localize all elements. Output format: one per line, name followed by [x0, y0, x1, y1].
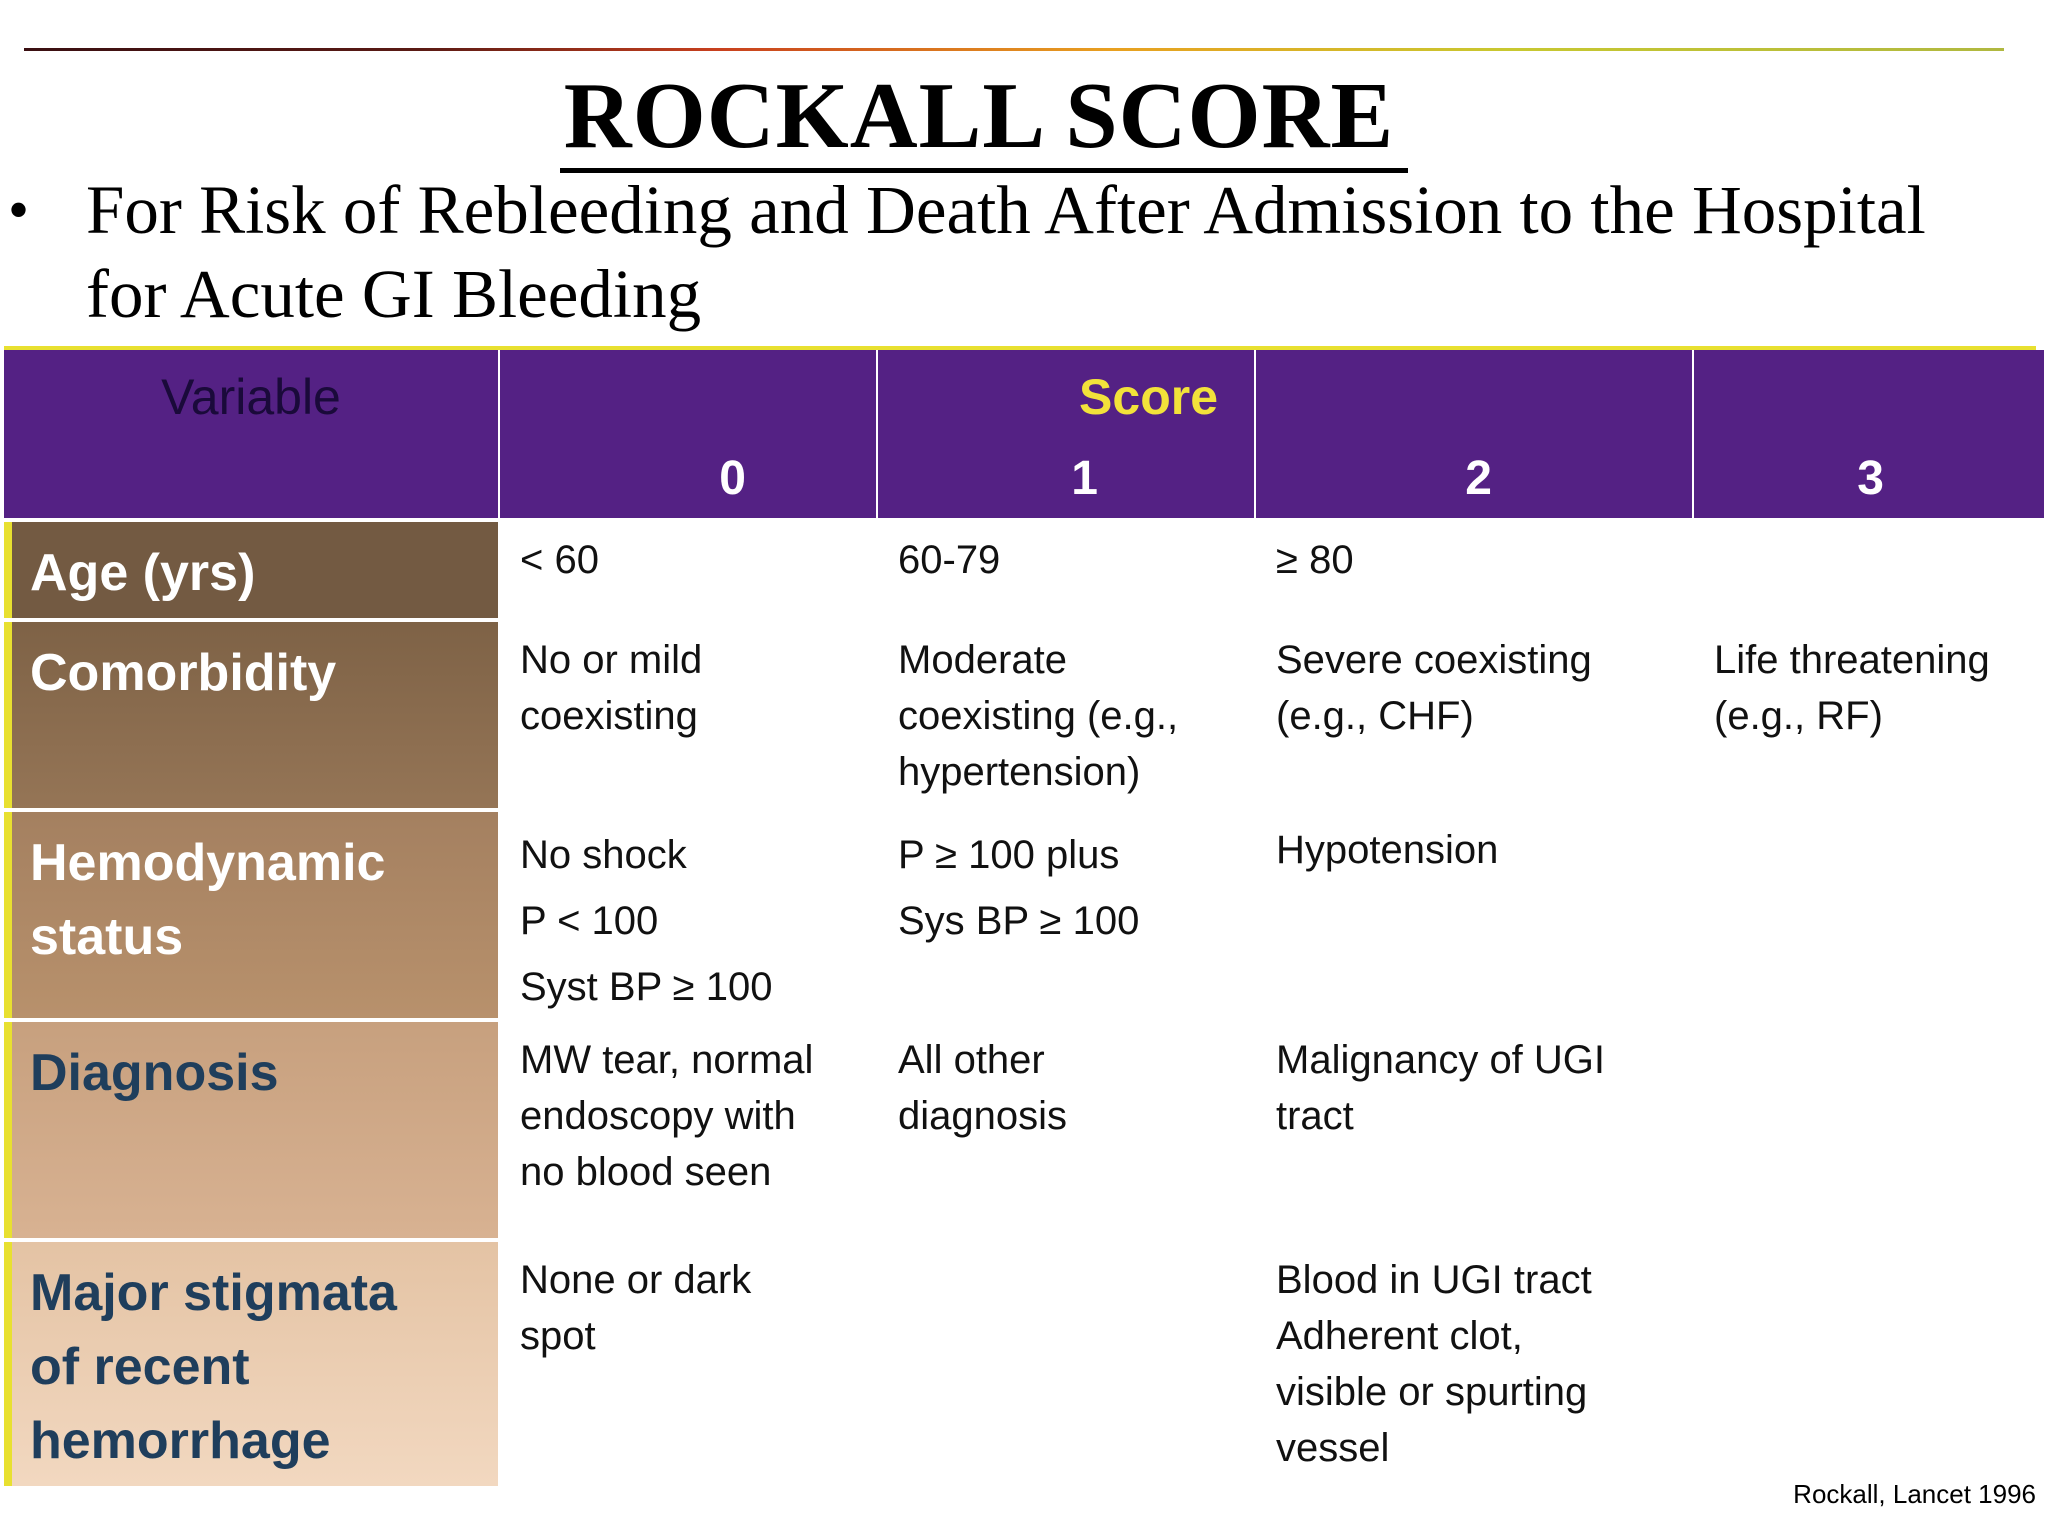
table-cell — [878, 1242, 1254, 1486]
table-cell — [1694, 1022, 2044, 1238]
table-cell: ≥ 80 — [1256, 522, 1692, 618]
header-score-0-cell — [500, 350, 876, 518]
header-variable-cell — [4, 350, 498, 518]
citation: Rockall, Lancet 1996 — [1793, 1479, 2036, 1509]
header-score-1: 1 — [1071, 452, 1098, 505]
header-score-2: 2 — [1465, 452, 1492, 505]
slide-subtitle: For Risk of Rebleeding and Death After Admission to the Hospital for Acute GI Bleeding — [86, 172, 1926, 332]
header-variable-label: Variable — [161, 369, 341, 425]
row-label-comorbidity: Comorbidity — [4, 622, 498, 808]
table-cell: < 60 — [500, 522, 876, 618]
row-label-major-stigmata: Major stigmata of recent hemorrhage — [4, 1242, 498, 1486]
row-label-hemodynamic-status: Hemodynamic status — [4, 812, 498, 1018]
table-cell: Severe coexisting (e.g., CHF) — [1256, 622, 1692, 808]
decorative-top-line — [24, 48, 2004, 51]
table-cell: MW tear, normal endoscopy with no blood seen — [500, 1022, 876, 1238]
header-score-3: 3 — [1857, 452, 1884, 505]
table-cell: 60-79 — [878, 522, 1254, 618]
table-cell — [1694, 1242, 2044, 1486]
table-cell: Hypotension — [1256, 812, 1692, 1018]
table-cell: No or mild coexisting — [500, 622, 876, 808]
slide-title-text: ROCKALL SCORE — [560, 64, 1408, 173]
table-cell — [1694, 812, 2044, 1018]
rockall-score-table — [4, 346, 2036, 1498]
table-cell — [1694, 522, 2044, 618]
table-cell: No shock P < 100 Syst BP ≥ 100 — [500, 812, 876, 1018]
table-cell: Malignancy of UGI tract — [1256, 1022, 1692, 1238]
table-cell: None or dark spot — [500, 1242, 876, 1486]
header-score-3-cell — [1694, 350, 2044, 518]
header-score-2-cell — [1256, 350, 1692, 518]
table-cell: All other diagnosis — [878, 1022, 1254, 1238]
row-label-age: Age (yrs) — [4, 522, 498, 618]
table-cell: Moderate coexisting (e.g., hypertension) — [878, 622, 1254, 808]
header-score-0: 0 — [719, 452, 746, 505]
table-cell: P ≥ 100 plus Sys BP ≥ 100 — [878, 812, 1254, 1018]
slide-title — [0, 62, 1968, 170]
header-score-label: Score — [1079, 369, 1218, 425]
table-cell: Life threatening (e.g., RF) — [1694, 622, 2044, 808]
row-label-diagnosis: Diagnosis — [4, 1022, 498, 1238]
table-cell: Blood in UGI tract Adherent clot, visible or spurting vessel — [1256, 1242, 1692, 1486]
header-score-1-cell — [878, 350, 1254, 518]
bullet-icon: • — [8, 177, 30, 243]
